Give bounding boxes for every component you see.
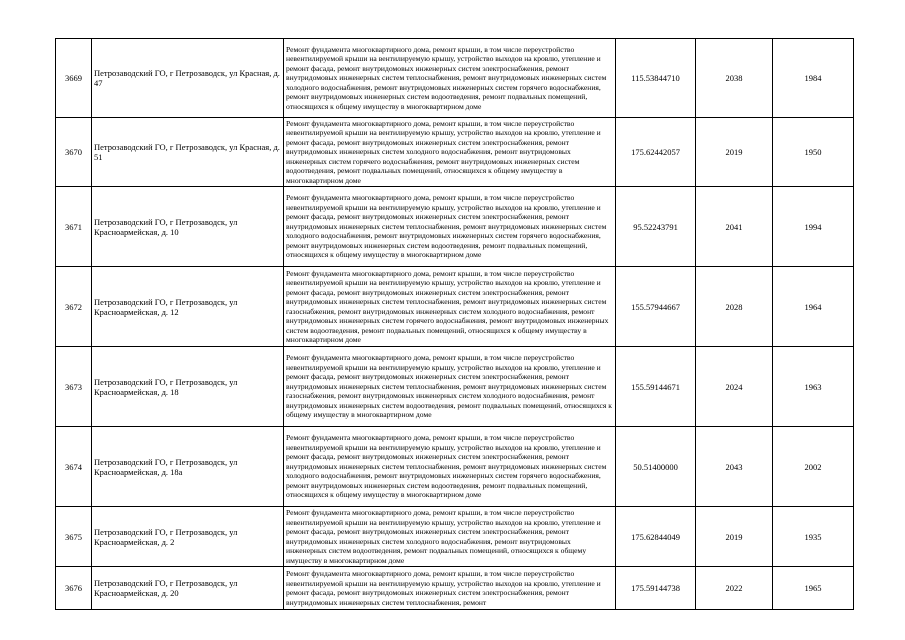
row-address: Петрозаводский ГО, г Петрозаводск, ул Красноармейская, д. 18 — [92, 347, 284, 427]
table-row — [56, 567, 854, 610]
row-cost: 155.57944667 — [616, 267, 696, 347]
row-address: Петрозаводский ГО, г Петрозаводск, ул Красноармейская, д. 18а — [92, 427, 284, 507]
row-works: Ремонт фундамента многоквартирного дома, ремонт крыши, в том числе переустройство невентилируемой крыши на вентилируемую крышу, устройство выходов на кровлю, утепление и ремонт фасада, ремонт внутридомовых инженерных систем электроснабжения, ремонт внутридомовых инженерных систем холодного водоснабжения, ремонт внутридомовых инженерных систем водоотведения, ремонт подвальных помещений, относящихся к общему имуществу в многоквартирном доме — [284, 507, 616, 567]
row-address: Петрозаводский ГО, г Петрозаводск, ул Красноармейская, д. 2 — [92, 507, 284, 567]
table-row — [56, 187, 854, 267]
row-number: 3674 — [56, 427, 92, 507]
row-year: 2038 — [696, 39, 773, 118]
row-number: 3671 — [56, 187, 92, 267]
row-built-year: 1950 — [773, 118, 854, 187]
row-built-year: 1964 — [773, 267, 854, 347]
row-works: Ремонт фундамента многоквартирного дома, ремонт крыши, в том числе переустройство невентилируемой крыши на вентилируемую крышу, устройство выходов на кровлю, утепление и ремонт фасада, ремонт внутридомовых инженерных систем электроснабжения, ремонт внутридомовых инженерных систем теплоснабжения, ремонт — [284, 567, 616, 610]
row-cost: 50.51400000 — [616, 427, 696, 507]
row-built-year: 1984 — [773, 39, 854, 118]
row-works: Ремонт фундамента многоквартирного дома, ремонт крыши, в том числе переустройство невентилируемой крыши на вентилируемую крышу, устройство выходов на кровлю, утепление и ремонт фасада, ремонт внутридомовых инженерных систем электроснабжения, ремонт внутридомовых инженерных систем теплоснабжения, ремонт внутридомовых инженерных систем холодного водоснабжения, ремонт внутридомовых инженерных систем горячего водоснабжения, ремонт внутридомовых инженерных систем водоотведения, ремонт подвальных помещений, относящихся к общему имуществу в многоквартирном доме — [284, 187, 616, 267]
table-row — [56, 427, 854, 507]
row-built-year: 1994 — [773, 187, 854, 267]
row-cost: 175.59144738 — [616, 567, 696, 610]
row-built-year: 1963 — [773, 347, 854, 427]
row-address: Петрозаводский ГО, г Петрозаводск, ул Красная, д. 51 — [92, 118, 284, 187]
row-built-year: 1965 — [773, 567, 854, 610]
row-cost: 175.62442057 — [616, 118, 696, 187]
row-year: 2043 — [696, 427, 773, 507]
table-row — [56, 347, 854, 427]
table-row — [56, 267, 854, 347]
row-year: 2019 — [696, 507, 773, 567]
row-works: Ремонт фундамента многоквартирного дома, ремонт крыши, в том числе переустройство невентилируемой крыши на вентилируемую крышу, устройство выходов на кровлю, утепление и ремонт фасада, ремонт внутридомовых инженерных систем электроснабжения, ремонт внутридомовых инженерных систем теплоснабжения, ремонт внутридомовых инженерных систем холодного водоснабжения, ремонт внутридомовых инженерных систем горячего водоснабжения, ремонт внутридомовых инженерных систем водоотведения, ремонт подвальных помещений, относящихся к общему имуществу в многоквартирном доме — [284, 427, 616, 507]
row-works: Ремонт фундамента многоквартирного дома, ремонт крыши, в том числе переустройство невентилируемой крыши на вентилируемую крышу, устройство выходов на кровлю, утепление и ремонт фасада, ремонт внутридомовых инженерных систем электроснабжения, ремонт внутридомовых инженерных систем теплоснабжения, ремонт внутридомовых инженерных систем холодного водоснабжения, ремонт внутридомовых инженерных систем горячего водоснабжения, ремонт внутридомовых инженерных систем водоотведения, ремонт подвальных помещений, относящихся к общему имуществу в многоквартирном доме — [284, 39, 616, 118]
row-address: Петрозаводский ГО, г Петрозаводск, ул Красная, д. 47 — [92, 39, 284, 118]
row-number: 3673 — [56, 347, 92, 427]
row-works: Ремонт фундамента многоквартирного дома, ремонт крыши, в том числе переустройство невентилируемой крыши на вентилируемую крышу, устройство выходов на кровлю, утепление и ремонт фасада, ремонт внутридомовых инженерных систем электроснабжения, ремонт внутридомовых инженерных систем теплоснабжения, ремонт внутридомовых инженерных систем газоснабжения, ремонт внутридомовых инженерных систем холодного водоснабжения, ремонт внутридомовых инженерных систем горячего водоснабжения, ремонт внутридомовых инженерных систем водоотведения, ремонт подвальных помещений, относящихся к общему имуществу в многоквартирном доме — [284, 267, 616, 347]
row-cost: 115.53844710 — [616, 39, 696, 118]
row-year: 2024 — [696, 347, 773, 427]
row-year: 2041 — [696, 187, 773, 267]
row-works: Ремонт фундамента многоквартирного дома, ремонт крыши, в том числе переустройство невентилируемой крыши на вентилируемую крышу, устройство выходов на кровлю, утепление и ремонт фасада, ремонт внутридомовых инженерных систем электроснабжения, ремонт внутридомовых инженерных систем теплоснабжения, ремонт внутридомовых инженерных систем газоснабжения, ремонт внутридомовых инженерных систем холодного водоснабжения, ремонт внутридомовых инженерных систем водоотведения, ремонт подвальных помещений, относящихся к общему имуществу в многоквартирном доме — [284, 347, 616, 427]
row-cost: 155.59144671 — [616, 347, 696, 427]
row-year: 2028 — [696, 267, 773, 347]
row-number: 3670 — [56, 118, 92, 187]
buildings-table — [55, 38, 854, 610]
row-number: 3675 — [56, 507, 92, 567]
table-row — [56, 39, 854, 118]
row-works: Ремонт фундамента многоквартирного дома, ремонт крыши, в том числе переустройство невентилируемой крыши на вентилируемую крышу, устройство выходов на кровлю, утепление и ремонт фасада, ремонт внутридомовых инженерных систем электроснабжения, ремонт внутридомовых инженерных систем холодного водоснабжения, ремонт внутридомовых инженерных систем горячего водоснабжения, ремонт внутридомовых инженерных систем водоотведения, ремонт подвальных помещений, относящихся к общему имуществу в многоквартирном доме — [284, 118, 616, 187]
row-address: Петрозаводский ГО, г Петрозаводск, ул Красноармейская, д. 10 — [92, 187, 284, 267]
row-year: 2019 — [696, 118, 773, 187]
table-row — [56, 507, 854, 567]
row-cost: 175.62844049 — [616, 507, 696, 567]
row-year: 2022 — [696, 567, 773, 610]
row-address: Петрозаводский ГО, г Петрозаводск, ул Красноармейская, д. 20 — [92, 567, 284, 610]
row-number: 3669 — [56, 39, 92, 118]
row-address: Петрозаводский ГО, г Петрозаводск, ул Красноармейская, д. 12 — [92, 267, 284, 347]
row-cost: 95.52243791 — [616, 187, 696, 267]
table-row — [56, 118, 854, 187]
row-built-year: 1935 — [773, 507, 854, 567]
row-number: 3676 — [56, 567, 92, 610]
row-number: 3672 — [56, 267, 92, 347]
row-built-year: 2002 — [773, 427, 854, 507]
